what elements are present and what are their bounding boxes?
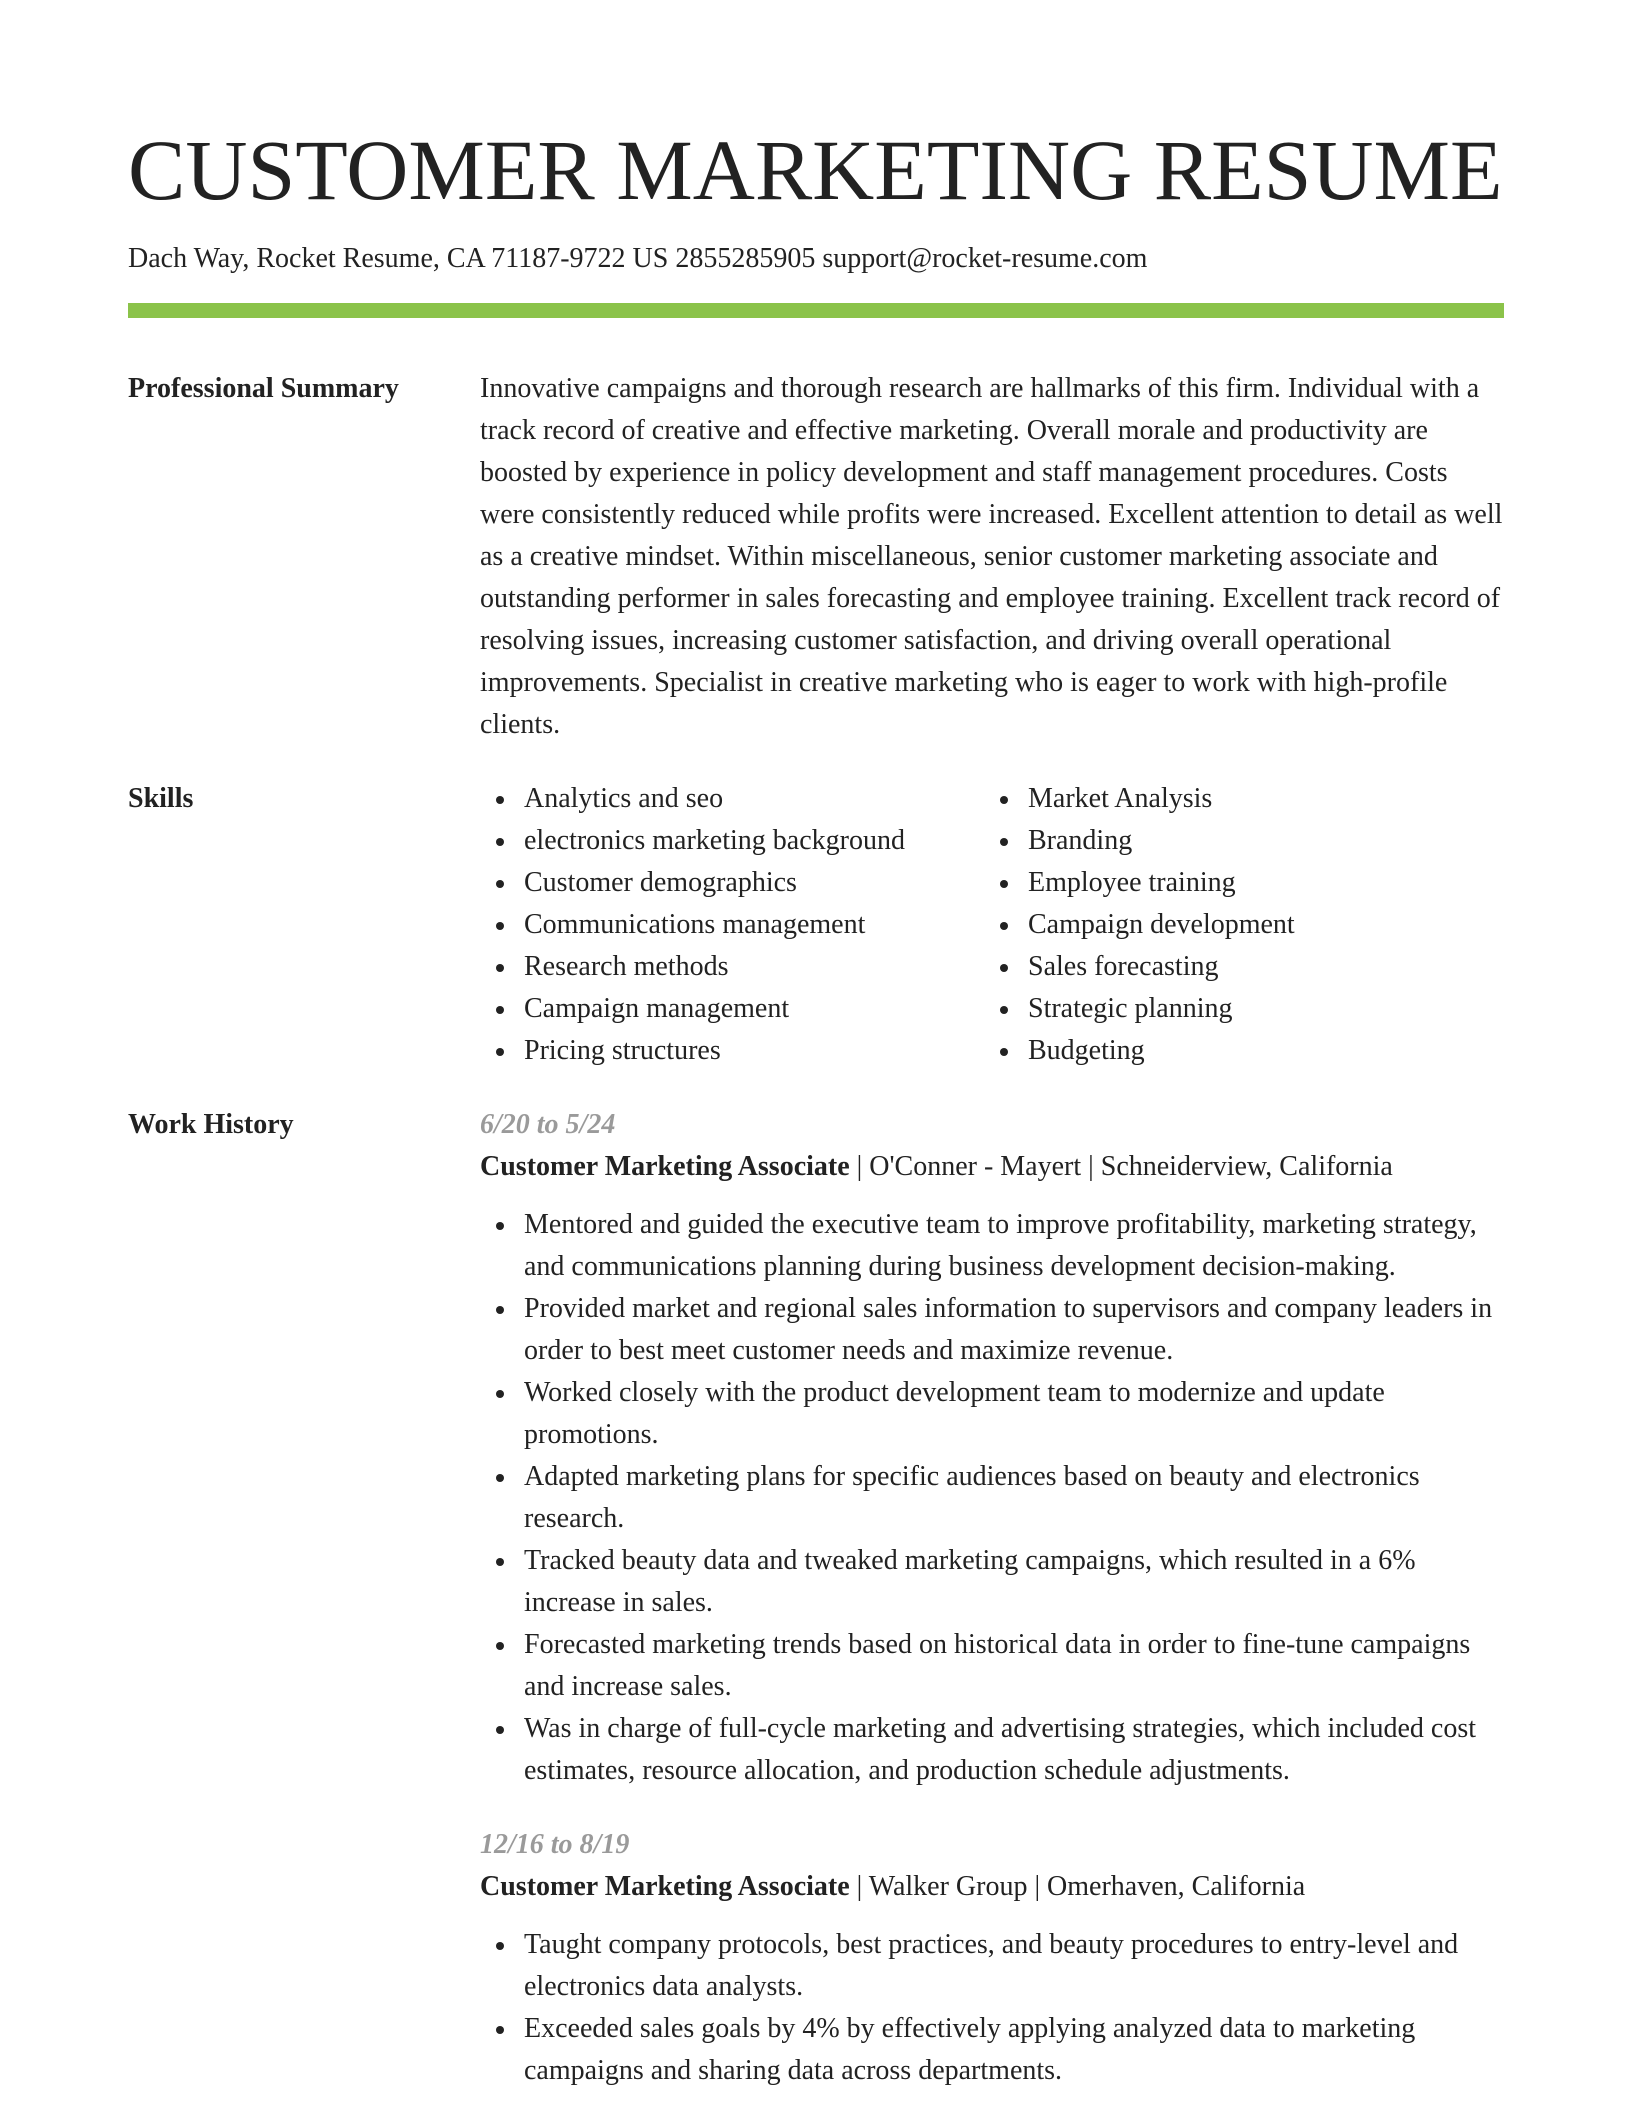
skills-section	[128, 778, 1504, 1072]
skill-item: Sales forecasting	[984, 946, 1488, 988]
skill-item: Campaign development	[984, 904, 1488, 946]
skill-item: Branding	[984, 820, 1488, 862]
skill-item: Analytics and seo	[480, 778, 984, 820]
job-company-location: | Walker Group | Omerhaven, California	[849, 1871, 1306, 1902]
skill-item: Employee training	[984, 862, 1488, 904]
job-bullet: Was in charge of full-cycle marketing and advertising strategies, which included cost estimates, resource allocation, and production schedule adjustments.	[480, 1708, 1504, 1792]
skills-columns	[480, 778, 1504, 1072]
job-bullet: Exceeded sales goals by 4% by effectively applying analyzed data to marketing campaigns and sharing data across departments.	[480, 2008, 1504, 2092]
job-dates: 6/20 to 5/24	[480, 1109, 616, 1140]
job-heading	[480, 1146, 1504, 1188]
section-label-summary: Professional Summary	[128, 373, 399, 404]
work-history-body	[480, 1104, 1504, 2092]
job-company-location: | O'Conner - Mayert | Schneiderview, California	[849, 1151, 1393, 1182]
job-heading	[480, 1866, 1504, 1908]
job-title: Customer Marketing Associate	[480, 1151, 850, 1182]
job-title: Customer Marketing Associate	[480, 1871, 850, 1902]
resume-title: CUSTOMER MARKETING RESUME	[128, 122, 1503, 218]
job-bullet: Adapted marketing plans for specific audiences based on beauty and electronics research.	[480, 1456, 1504, 1540]
contact-line: Dach Way, Rocket Resume, CA 71187-9722 US 2855285905 support@rocket-resume.com	[128, 243, 1148, 274]
section-label-skills: Skills	[128, 783, 194, 814]
job-bullet: Worked closely with the product development team to modernize and update promotions.	[480, 1372, 1504, 1456]
job-bullet: Forecasted marketing trends based on historical data in order to fine-tune campaigns and increase sales.	[480, 1624, 1504, 1708]
skill-item: electronics marketing background	[480, 820, 984, 862]
skill-item: Market Analysis	[984, 778, 1488, 820]
job-bullet: Taught company protocols, best practices, and beauty procedures to entry-level and electronics data analysts.	[480, 1924, 1504, 2008]
skill-item: Research methods	[480, 946, 984, 988]
skill-item: Customer demographics	[480, 862, 984, 904]
skill-item: Campaign management	[480, 988, 984, 1030]
skills-list-right	[984, 778, 1488, 1072]
skill-item: Budgeting	[984, 1030, 1488, 1072]
job-bullet: Tracked beauty data and tweaked marketing campaigns, which resulted in a 6% increase in sales.	[480, 1540, 1504, 1624]
skill-item: Pricing structures	[480, 1030, 984, 1072]
work-history-section	[128, 1104, 1504, 2092]
accent-divider	[128, 303, 1504, 318]
professional-summary-section	[128, 368, 1504, 746]
job-bullets	[480, 1924, 1504, 2092]
job-bullet: Provided market and regional sales information to supervisors and company leaders in order to best meet customer needs and maximize revenue.	[480, 1288, 1504, 1372]
job-bullet: Mentored and guided the executive team to improve profitability, marketing strategy, and communications planning during business development decision-making.	[480, 1204, 1504, 1288]
summary-text: Innovative campaigns and thorough research are hallmarks of this firm. Individual with a track record of creative and effective marketing. Overall morale and productivity are boosted by experience in policy development and staff management procedures. Costs were consistently reduced while profits were increased. Excellent attention to detail as well as a creative mindset. Within miscellaneous, senior customer marketing associate and outstanding performer in sales forecasting and employee training. Excellent track record of resolving issues, increasing customer satisfaction, and driving overall operational improvements. Specialist in creative marketing who is eager to work with high-profile clients.	[480, 373, 1503, 740]
job-dates: 12/16 to 8/19	[480, 1829, 630, 1860]
section-label-work-history: Work History	[128, 1109, 294, 1140]
skill-item: Communications management	[480, 904, 984, 946]
skills-list-left	[480, 778, 984, 1072]
skill-item: Strategic planning	[984, 988, 1488, 1030]
job-bullets	[480, 1204, 1504, 1792]
job-entry	[480, 1104, 1504, 1792]
job-entry	[480, 1824, 1504, 2092]
